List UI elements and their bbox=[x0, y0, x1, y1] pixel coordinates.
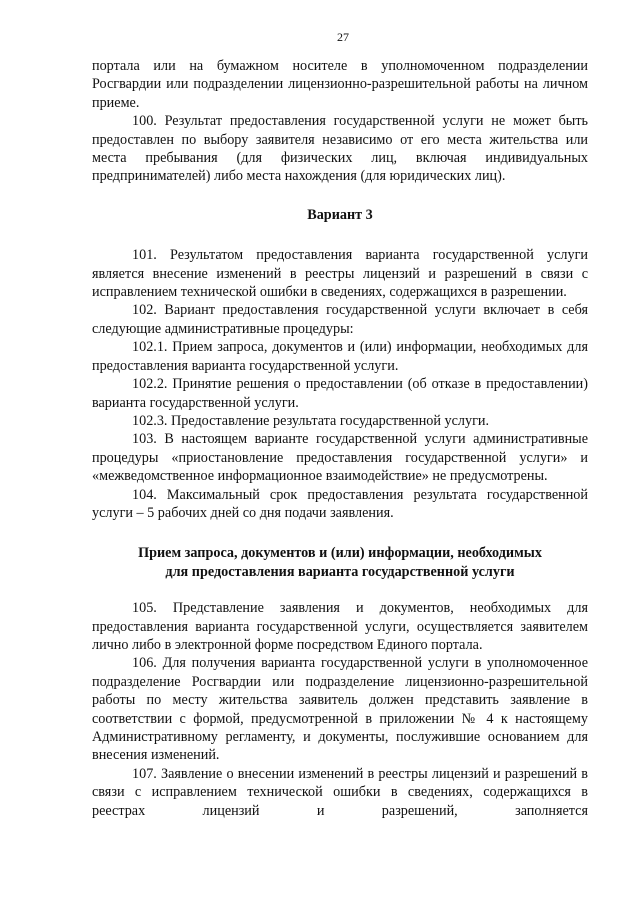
section-title-reception bbox=[92, 544, 588, 581]
paragraph-106: 106. Для получения варианта государственной услуги в уполномоченное подразделение Росгвардии или подразделение лицензионно-разрешительной работы по месту жительства заявитель должен представить заявление в соответствии с формой, предусмотренной в приложении № 4 к настоящему Административному регламенту, и документы, послужившие основанием для внесения изменений. bbox=[92, 655, 588, 764]
intro-continuation: портала или на бумажном носителе в уполномоченном подразделении Росгвардии или подразделении лицензионно-разрешительной работы на личном приеме. bbox=[92, 58, 588, 111]
section-title-variant-3: Вариант 3 bbox=[307, 206, 373, 223]
paragraph-100: 100. Результат предоставления государственной услуги не может быть предоставлен по выбору заявителя независимо от его места жительства или места пребывания (для физических лиц, включая индивидуальных предпринимателей) либо места нахождения (для юридических лиц). bbox=[92, 113, 588, 185]
paragraph-102-1: 102.1. Прием запроса, документов и (или) информации, необходимых для предоставления варианта государственной услуги. bbox=[92, 339, 588, 374]
paragraph-103: 103. В настоящем варианте государственной услуги административные процедуры «приостановление предоставления государственной услуги» и «межведомственное информационное взаимодействие» не предусмотрены. bbox=[92, 431, 588, 485]
paragraph-107: 107. Заявление о внесении изменений в реестры лицензий и разрешений в связи с исправлением технической ошибки в сведениях, содержащихся в реестрах лицензий и разрешений, заполняется bbox=[92, 765, 588, 819]
paragraph-102-3: 102.3. Предоставление результата государственной услуги. bbox=[132, 412, 490, 429]
paragraph-102: 102. Вариант предоставления государственной услуги включает в себя следующие административные процедуры: bbox=[92, 302, 588, 337]
section-title-reception-line1: Прием запроса, документов и (или) информации, необходимых bbox=[138, 545, 542, 562]
page-number: 27 bbox=[337, 30, 349, 44]
paragraph-105: 105. Представление заявления и документов, необходимых для предоставления варианта государственной услуги, осуществляется заявителем лично либо в электронной форме посредством Единого портала. bbox=[92, 600, 588, 653]
paragraph-104: 104. Максимальный срок предоставления результата государственной услуги – 5 рабочих дней со дня подачи заявления. bbox=[92, 486, 588, 521]
paragraph-102-2: 102.2. Принятие решения о предоставлении (об отказе в предоставлении) варианта государственной услуги. bbox=[92, 376, 588, 411]
section-title-reception-line2: для предоставления варианта государственной услуги bbox=[165, 563, 515, 580]
paragraph-101: 101. Результатом предоставления варианта государственной услуги является внесение изменений в реестры лицензий и разрешений в связи с исправлением технической ошибки в сведениях, содержащихся в разрешении. bbox=[92, 247, 588, 301]
